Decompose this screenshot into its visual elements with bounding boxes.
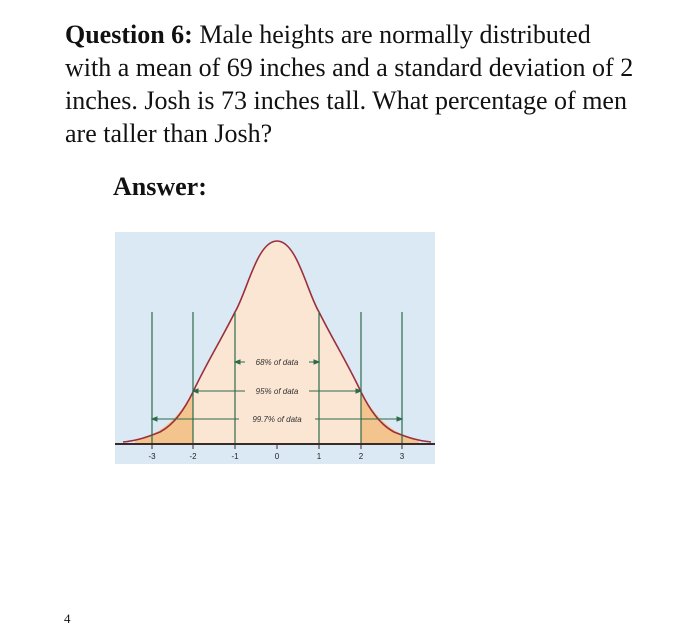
question-label: Question 6: <box>65 20 193 49</box>
answer-label: Answer: <box>113 172 207 201</box>
tick-label: 2 <box>358 452 364 461</box>
label-68-percent: 68% of data <box>255 358 299 367</box>
question-text-block <box>65 18 640 150</box>
normal-distribution-figure <box>115 232 435 464</box>
label-95-percent: 95% of data <box>255 387 299 396</box>
label-997-percent: 99.7% of data <box>252 415 302 424</box>
tick-label: -3 <box>148 452 156 461</box>
tick-label: 3 <box>399 452 405 461</box>
page-number: 4 <box>64 611 71 626</box>
normal-curve-diagram <box>115 232 435 464</box>
tick-label: 0 <box>274 452 280 461</box>
tick-label: -2 <box>189 452 197 461</box>
tick-label: 1 <box>316 452 322 461</box>
tick-label: -1 <box>231 452 239 461</box>
question-body: Male heights are normally distributed with a mean of 69 inches and a standard deviation of 2 inches. Josh is 73 inches tall. What percentage of men are taller than Josh? <box>65 20 634 148</box>
